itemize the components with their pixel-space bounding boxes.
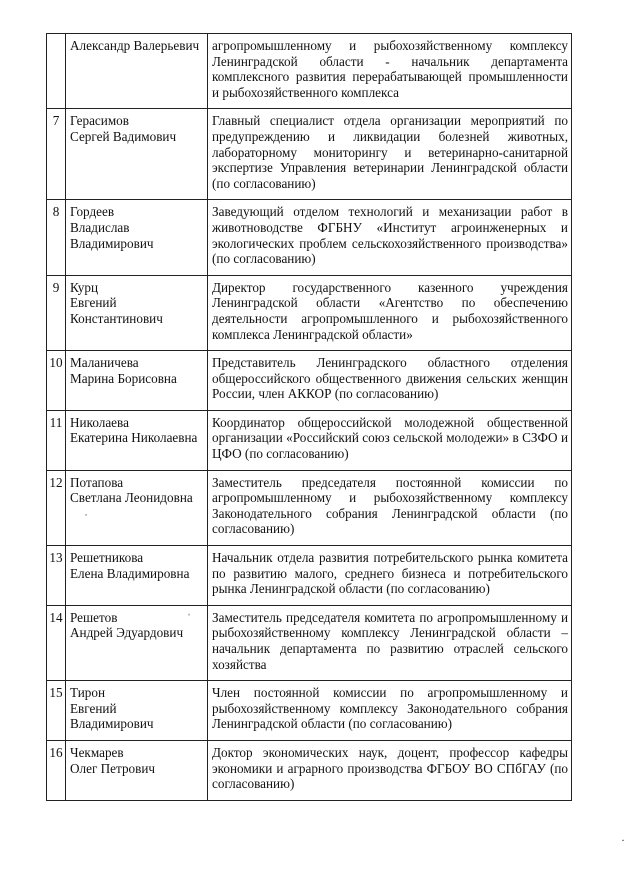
member-name-line: Решетникова [70,550,144,566]
row-number: 9 [47,275,66,350]
member-name [66,740,208,800]
table-row [47,546,572,606]
member-position: Доктор экономических наук, доцент, профессор кафедры экономики и аграрного производства ФГБОУ ВО СПбГАУ (по согласованию) [208,740,572,800]
member-name-line: Маланичева [70,355,139,371]
member-name [66,410,208,470]
member-name-line: Тирон [70,685,106,701]
member-name-line: Владимирович [70,716,154,732]
member-name-line: Евгений [70,295,117,311]
scan-speck: ˌ [187,602,191,616]
member-name-line: Екатерина Николаевна [70,430,198,446]
member-name [66,681,208,741]
member-name-line: Владимирович [70,235,154,251]
row-number: 8 [47,200,66,275]
member-position: Начальник отдела развития потребительского рынка комитета по развитию малого, среднего бизнеса и потребительского рынка Ленинградской области (по согласованию) [208,546,572,606]
table-row [47,605,572,680]
member-name [66,275,208,350]
member-name-line: Курц [70,279,99,295]
member-name [66,109,208,200]
members-table [46,33,572,801]
row-number: 16 [47,740,66,800]
member-position: Координатор общероссийской молодежной общественной организации «Российский союз сельской молодежи» в СЗФО и ЦФО (по согласованию) [208,410,572,470]
table-row [47,351,572,411]
table-row [47,34,572,109]
scan-speck: · [621,833,625,847]
member-position: Заведующий отделом технологий и механизации работ в животноводстве ФГБНУ «Институт агроинженерных и экологических проблем сельскохозяйственного производства» (по согласованию) [208,200,572,275]
member-name-line: Николаева [70,414,129,430]
member-name-line: Герасимов [70,113,129,129]
row-number: 11 [47,410,66,470]
member-name-line: Сергей Вадимович [70,128,177,144]
row-number: 12 [47,470,66,545]
table-row [47,740,572,800]
member-name-line: Гордеев [70,204,115,220]
table-row [47,109,572,200]
member-name-line: Евгений [70,700,117,716]
member-position: агропромышленному и рыбохозяйственному комплексу Ленинградской области - начальник департамента комплексного развития перерабатывающей промышленности и рыбохозяйственного комплекса [208,34,572,109]
member-name-line: Потапова [70,474,124,490]
member-name [66,34,208,109]
member-name-line: Александр Валерьевич [70,38,200,53]
table-row [47,275,572,350]
member-name-line: Владислав [70,219,130,235]
row-number: 14 [47,605,66,680]
member-position: Главный специалист отдела организации мероприятий по предупреждению и ликвидации болезней животных, лабораторному мониторингу и ветеринарно-санитарной экспертизе Управления ветеринарии Ленинградской области (по согласованию) [208,109,572,200]
member-name [66,351,208,411]
table-row [47,681,572,741]
table-row [47,470,572,545]
member-name [66,470,208,545]
member-name-line: Олег Петрович [70,760,156,776]
member-position: Директор государственного казенного учреждения Ленинградской области «Агентство по обеспечению деятельности агропромышленного и рыбохозяйственного комплекса Ленинградской области» [208,275,572,350]
member-name-line: Константинович [70,310,163,326]
row-number [47,34,66,109]
member-position: Представитель Ленинградского областного отделения общероссийского общественного движения сельских женщин России, член АККОР (по согласованию) [208,351,572,411]
row-number: 13 [47,546,66,606]
scan-speck: ˙ [84,511,88,525]
table-row [47,410,572,470]
member-name-line: Андрей Эдуардович [70,625,184,641]
member-name [66,602,208,680]
member-position: Заместитель председателя постоянной комиссии по агропромышленному и рыбохозяйственному комплексу Законодательного собрания Ленинградской области (по согласованию) [208,470,572,545]
member-name [66,546,208,606]
row-number: 7 [47,109,66,200]
member-name-line: Светлана Леонидовна [70,490,193,506]
row-number: 10 [47,351,66,411]
member-name-line: Решетов [70,609,118,625]
member-position: Член постоянной комиссии по агропромышленному и рыбохозяйственному комплексу Законодательного собрания Ленинградской области (по согласованию) [208,681,572,741]
member-name [66,200,208,275]
table-row [47,200,572,275]
row-number: 15 [47,681,66,741]
member-name-line: Марина Борисовна [70,370,177,386]
member-position: Заместитель председателя комитета по агропромышленному и рыбохозяйственному комплексу Ленинградской области – начальник департамента по развитию отраслей сельского хозяйства [208,605,572,680]
member-name-line: Чекмарев [70,744,124,760]
members-table-body [47,34,572,801]
member-name-line: Елена Владимировна [70,565,190,581]
